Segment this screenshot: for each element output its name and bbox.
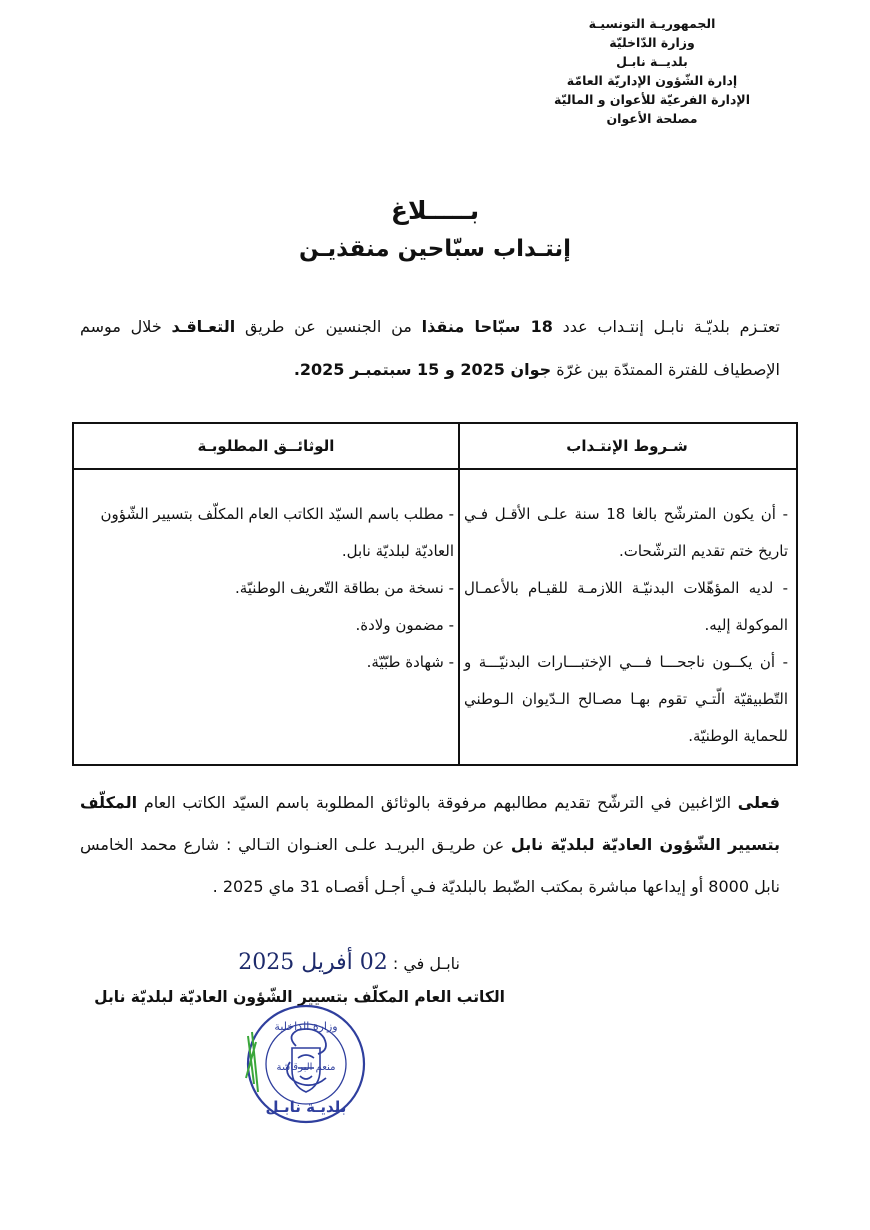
closing-lead: فعلى <box>737 793 780 812</box>
official-stamp <box>226 996 376 1136</box>
letterhead <box>502 14 802 128</box>
stamp-top-text: وزارة الداخلية <box>274 1020 338 1033</box>
closing-text-2: عن طريـق البريـد علـى العنـوان التـالي : شارع محمد الخامس نابل 8000 أو إيداعها مباشرة بمكتب الضّبط بالبلديّة فـي أجـل أقصـاه 31 ماي 2025 . <box>80 835 780 896</box>
requirements-table <box>72 422 798 766</box>
header-subdepartment: الإدارة الفرعيّة للأعوان و الماليّة <box>554 92 750 107</box>
handwritten-date: 02 أفريل 2025 <box>238 950 388 975</box>
table-header-row <box>74 424 796 470</box>
date-label: نابـل في : <box>387 954 460 973</box>
header-republic: الجمهوريـة التونسيـة <box>588 16 716 31</box>
intro-count: 18 سبّاحا منقذا <box>421 317 553 336</box>
documents-column <box>80 496 454 681</box>
intro-paragraph <box>80 305 780 391</box>
documents-header: الوثائــق المطلوبـة <box>197 437 335 455</box>
closing-paragraph <box>80 782 780 908</box>
header-municipality: بلديــة نابـل <box>616 54 688 69</box>
signatory-title: الكاتب العام المكلّف بتسيير الشّؤون العاديّة لبلديّة نابل <box>94 988 505 1006</box>
intro-text-2: من الجنسين عن طريق <box>235 317 422 336</box>
intro-text-1: تعتـزم بلديّـة نابـل إنتـداب عدد <box>552 317 780 336</box>
intro-text-3: خلال موسم الإصطياف للفترة الممتدّة بين غرّة <box>80 317 780 379</box>
document-item: - نسخة من بطاقة التّعريف الوطنيّة. <box>234 579 454 597</box>
condition-item: - لديه المؤهّلات البدنيّـة اللازمـة للقيـام بالأعمـال الموكولة إليه. <box>464 579 788 634</box>
condition-item: - أن يكــون ناجحـــا فـــي الإختبـــارات البدنيّـــة و التّطبيقيّة الّتـي تقوم بهـا مصـالح الـدّيوان الـوطني للحماية الوطنيّة. <box>464 653 788 745</box>
date-line <box>238 950 460 975</box>
table-column-divider <box>458 424 460 764</box>
notice-subtitle: إنتـداب سبّاحين منقذيـن <box>298 236 572 262</box>
intro-dates: جوان 2025 و 15 سبتمبـر 2025. <box>293 360 552 379</box>
document-item: - شهادة طبّيّة. <box>366 653 454 671</box>
conditions-column <box>464 496 788 755</box>
notice-title: بـــــلاغ <box>390 196 480 225</box>
closing-text-1: الرّاغبين في الترشّح تقديم مطالبهم مرفوقة بالوثائق المطلوبة باسم السيّد الكاتب العام <box>137 793 738 812</box>
header-ministry: وزارة الدّاخليّة <box>609 35 695 50</box>
intro-contract: التعـاقـد <box>171 317 236 336</box>
document-item: - مضمون ولادة. <box>355 616 454 634</box>
stamp-bottom-text: بلديـة نابـل <box>265 1098 347 1116</box>
stamp-signature-text: منعم البرقاشة <box>276 1062 336 1073</box>
header-department: إدارة الشّؤون الإداريّة العامّة <box>566 73 738 88</box>
document-item: - مطلب باسم السيّد الكاتب العام المكلّف بتسيير الشّؤون العاديّة لبلديّة نابل. <box>100 505 454 560</box>
condition-item: - أن يكون المترشّح بالغا 18 سنة علـى الأقـل فـي تاريخ ختم تقديم الترشّحات. <box>464 505 788 560</box>
header-service: مصلحة الأعوان <box>606 111 698 126</box>
conditions-header: شـروط الإنتـداب <box>566 437 688 455</box>
closing-bold: المكلّف بتسيير الشّؤون العاديّة لبلديّة نابل <box>80 793 780 854</box>
